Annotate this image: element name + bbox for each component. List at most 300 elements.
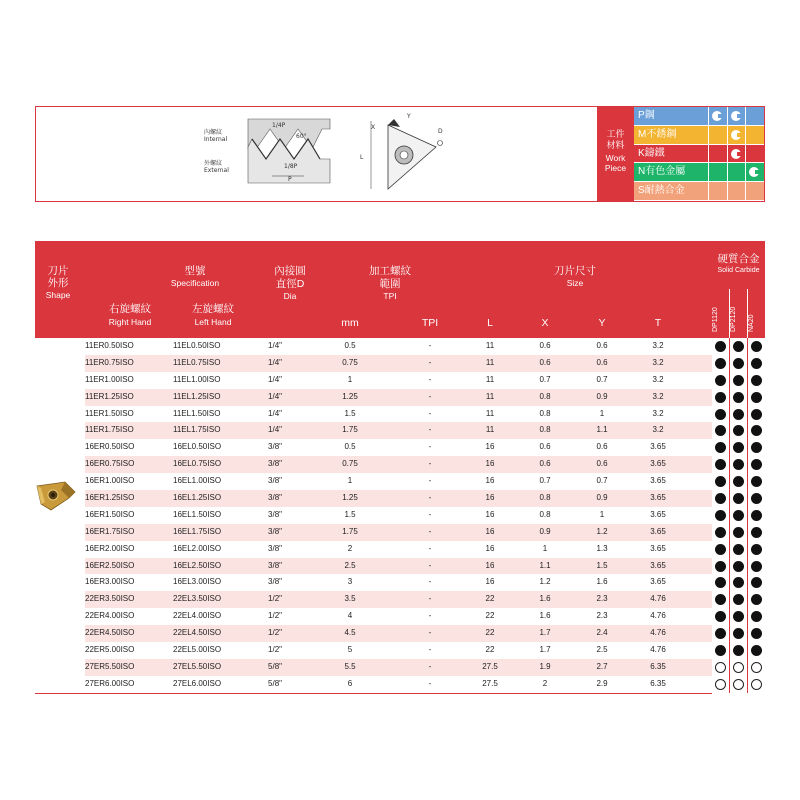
grade-cell [730,338,747,355]
available-dot-icon [733,409,744,420]
tpi-value: - [428,442,432,452]
grade-cell [748,676,765,693]
dim-quarter-p: 1/4P [272,122,286,129]
right-hand-en: Right Hand [108,317,152,327]
right-hand-code: 11ER1.00ISO [85,374,134,384]
y-value: 1 [599,408,605,418]
available-dot-icon [751,594,762,605]
table-row [85,659,712,676]
t-value: 6.35 [650,661,666,671]
available-dot-icon [715,375,726,386]
on-request-circle-icon [733,662,744,673]
t-value: 3.2 [652,425,664,435]
grade-cell [712,558,729,575]
y-value: 1.1 [596,425,608,435]
y-value: 2.3 [596,611,608,621]
right-hand-code: 11ER0.50ISO [85,341,134,350]
t-value: 3.65 [650,493,666,503]
material-row [634,182,764,201]
t-value: 3.65 [650,442,666,452]
l-value: 16 [485,577,495,587]
y-value: 0.9 [596,391,608,401]
available-dot-icon [733,611,744,622]
grade-cell [748,541,765,558]
l-value: 11 [485,425,495,435]
material-grade-cell [745,163,764,181]
mm-value: 4 [347,611,353,621]
left-hand-code: 16EL1.25ISO [173,493,222,503]
right-hand-code: 16ER1.00ISO [85,476,135,486]
t-value: 3.2 [652,408,664,418]
table-row [85,625,712,642]
grade-cell [748,490,765,507]
material-name: S耐熱合金 [634,182,708,200]
material-legend [634,107,764,201]
size-header-en: Size [566,278,584,288]
x-value: 1.7 [539,645,551,655]
grade-cell [712,659,729,676]
carbide-row [712,338,765,355]
grade-na20: NA20 [748,314,755,332]
carbide-row [712,659,765,676]
available-dot-icon [715,409,726,420]
l-value: 16 [485,476,495,486]
grade-cell [748,591,765,608]
available-dot-icon [715,392,726,403]
right-hand-code: 27ER6.00ISO [85,678,135,688]
carbide-row [712,524,765,541]
material-grade-cell [708,145,727,163]
material-grade-cell [727,182,746,200]
t-value: 3.65 [650,577,666,587]
mm-value: 5.5 [344,661,356,671]
on-request-circle-icon [715,679,726,690]
x-value: 0.6 [539,459,551,469]
available-dot-icon [715,476,726,487]
right-hand-code: 11ER1.25ISO [85,391,134,401]
grade-cell [712,473,729,490]
carbide-row [712,541,765,558]
carbide-row [712,372,765,389]
recommended-mark-icon [731,111,741,121]
table-row [85,439,712,456]
grade-cell [730,625,747,642]
x-value: 1 [542,543,548,553]
dim-y-label: Y [407,113,411,120]
carbide-grade-column [712,338,765,693]
grade-cell [712,439,729,456]
material-grade-cell [708,182,727,200]
grade-cell [712,676,729,693]
available-dot-icon [715,358,726,369]
right-hand-code: 27ER5.50ISO [85,661,135,671]
dia-value: 5/8" [268,678,282,688]
dia-value: 3/8" [268,442,282,452]
insert-hole [400,151,408,159]
t-value: 4.76 [650,611,666,621]
recommended-mark-icon [712,111,722,121]
mm-value: 0.75 [342,357,358,367]
t-value: 3.2 [652,341,664,350]
internal-thread-shape [248,119,330,149]
t-value: 4.76 [650,645,666,655]
grade-cell [712,338,729,355]
dia-header-cn-2: 直徑D [275,278,305,290]
right-hand-code: 11ER1.50ISO [85,408,134,418]
t-value: 3.65 [650,476,666,486]
y-value: 0.7 [596,374,608,384]
table-row [85,574,712,591]
carbide-row [712,439,765,456]
grade-cell [730,574,747,591]
available-dot-icon [751,392,762,403]
available-dot-icon [733,459,744,470]
right-hand-code: 16ER3.00ISO [85,577,135,587]
right-hand-code: 16ER1.25ISO [85,493,135,503]
l-value: 16 [485,509,495,519]
tpi-value: - [428,594,432,604]
internal-label-cn: 內螺紋 [204,129,223,136]
grade-cell [730,507,747,524]
x-value: 1.1 [539,560,551,570]
grade-cell [730,591,747,608]
y-value: 0.6 [596,442,608,452]
grade-cell [712,524,729,541]
right-hand-code: 16ER2.00ISO [85,543,135,553]
right-hand-code: 22ER4.50ISO [85,628,135,638]
l-value: 22 [485,628,495,638]
left-hand-code: 22EL4.50ISO [173,628,222,638]
grade-cell [748,625,765,642]
right-hand-code: 16ER2.50ISO [85,560,135,570]
y-value: 0.6 [596,357,608,367]
table-row [85,473,712,490]
dia-header-en: Dia [283,291,297,301]
y-value: 2.3 [596,594,608,604]
grade-cell [712,642,729,659]
grade-cell [730,642,747,659]
table-row [85,507,712,524]
mm-value: 2 [347,543,353,553]
y-value: 1.5 [596,560,608,570]
y-value: 1 [599,509,605,519]
available-dot-icon [751,358,762,369]
available-dot-icon [715,341,726,352]
grade-cell [730,422,747,439]
carbide-header-en: Solid Carbide [717,267,760,274]
table-row [85,541,712,558]
grade-cell [712,406,729,423]
carbide-row [712,642,765,659]
grade-cell [730,456,747,473]
tpi-value: - [428,678,432,688]
material-grade-cell [708,107,727,125]
grade-cell [712,507,729,524]
table-row [85,490,712,507]
diagram-area [36,107,596,201]
available-dot-icon [733,561,744,572]
mm-value: 3 [347,577,353,587]
left-hand-code: 11EL1.75ISO [173,425,221,435]
left-hand-code: 22EL4.00ISO [173,611,222,621]
x-value: 0.6 [539,357,551,367]
available-dot-icon [733,493,744,504]
recommended-mark-icon [731,149,741,159]
dia-value: 3/8" [268,560,282,570]
mm-value: 5 [347,645,353,655]
mm-value: 1.75 [342,425,358,435]
left-hand-cn: 左旋螺紋 [192,303,234,315]
material-row [634,107,764,126]
tpi-value: - [428,374,432,384]
t-value: 4.76 [650,628,666,638]
available-dot-icon [751,341,762,352]
grade-cell [748,659,765,676]
dia-header-cn-1: 內接圓 [274,265,306,277]
work-piece-en-1: Work [605,153,626,163]
l-value: 16 [485,560,495,570]
available-dot-icon [715,493,726,504]
tpi-value: - [428,425,432,435]
grade-cell [730,541,747,558]
dim-x-label: X [371,124,376,131]
tpi-value: - [428,493,432,503]
available-dot-icon [733,577,744,588]
l-value: 11 [485,341,495,350]
tpi-value: - [428,628,432,638]
right-hand-code: 16ER0.75ISO [85,459,135,469]
available-dot-icon [751,425,762,436]
table-row [85,676,712,693]
available-dot-icon [751,628,762,639]
x-value: 0.9 [539,526,551,536]
grade-cell [730,676,747,693]
grade-cell [712,389,729,406]
dim-angle: 60° [296,133,307,140]
l-value: 11 [485,374,495,384]
x-value: 0.8 [539,408,551,418]
mm-value: 1.5 [344,408,356,418]
t-value: 3.65 [650,459,666,469]
spec-header-cn: 型號 [184,265,206,277]
dia-value: 1/4" [268,425,282,435]
grade-cell [712,422,729,439]
dia-value: 1/2" [268,645,282,655]
tpi-value: - [428,476,432,486]
material-grade-cell [745,145,764,163]
l-value: 16 [485,493,495,503]
available-dot-icon [751,493,762,504]
t-value: 3.65 [650,560,666,570]
available-dot-icon [751,577,762,588]
right-hand-code: 16ER1.75ISO [85,526,135,536]
grade-cell [748,608,765,625]
solid-carbide-header [712,241,765,338]
spec-header-en: Specification [170,278,220,288]
mm-value: 1.5 [344,509,356,519]
y-value: 0.9 [596,493,608,503]
carbide-header-cn: 硬質合金 [717,253,760,265]
table-row [85,372,712,389]
dia-value: 5/8" [268,661,282,671]
x-value: 0.6 [539,341,551,350]
right-hand-code: 22ER5.00ISO [85,645,135,655]
left-hand-code: 16EL3.00ISO [173,577,222,587]
carbide-row [712,473,765,490]
grade-cell [730,372,747,389]
dim-p: P [288,176,292,183]
grade-cell [730,524,747,541]
available-dot-icon [733,341,744,352]
grade-cell [712,456,729,473]
left-hand-code: 11EL1.25ISO [173,391,221,401]
grade-cell [712,490,729,507]
range-header-en: TPI [383,291,397,301]
left-hand-code: 27EL6.00ISO [173,678,222,688]
external-label-en: External [204,167,229,174]
l-value: 11 [485,357,495,367]
material-grade-cell [708,163,727,181]
material-name: M不銹鋼 [634,126,708,144]
mm-value: 1.25 [342,391,358,401]
available-dot-icon [733,594,744,605]
x-value: 0.8 [539,493,551,503]
available-dot-icon [733,425,744,436]
tpi-value: - [428,543,432,553]
grade-cell [730,406,747,423]
left-hand-code: 16EL0.50ISO [173,442,222,452]
t-value: 3.2 [652,391,664,401]
grade-cell [712,355,729,372]
table-row [85,338,712,355]
left-hand-code: 16EL2.00ISO [173,543,222,553]
carbide-row [712,490,765,507]
material-grade-cell [727,126,746,144]
available-dot-icon [733,527,744,538]
left-hand-en: Left Hand [194,317,232,327]
available-dot-icon [733,544,744,555]
available-dot-icon [751,409,762,420]
l-value: 22 [485,611,495,621]
mm-value: 0.75 [342,459,358,469]
carbide-row [712,507,765,524]
t-value: 3.2 [652,374,664,384]
table-row [85,608,712,625]
range-header-cn-2: 範圍 [379,278,401,290]
range-header-cn-1: 加工螺紋 [369,265,411,277]
available-dot-icon [715,611,726,622]
available-dot-icon [751,645,762,656]
x-value: 0.8 [539,425,551,435]
material-grade-cell [745,107,764,125]
work-piece-cn-2: 材料 [606,140,625,150]
grade-cell [748,456,765,473]
grade-cell [730,355,747,372]
grade-cell [730,473,747,490]
col-mm: mm [341,317,359,329]
grade-cell [712,574,729,591]
tpi-value: - [428,560,432,570]
l-value: 22 [485,645,495,655]
l-value: 16 [485,442,495,452]
available-dot-icon [751,442,762,453]
material-grade-cell [727,107,746,125]
l-value: 16 [485,459,495,469]
available-dot-icon [733,392,744,403]
mm-value: 6 [347,678,353,688]
y-value: 1.2 [596,526,608,536]
grade-cell [748,642,765,659]
tpi-value: - [428,357,432,367]
on-request-circle-icon [733,679,744,690]
x-value: 0.8 [539,509,551,519]
available-dot-icon [751,459,762,470]
available-dot-icon [733,375,744,386]
material-grade-cell [745,182,764,200]
available-dot-icon [751,611,762,622]
mm-value: 1.75 [342,526,358,536]
t-value: 3.65 [650,543,666,553]
work-piece-label [597,107,634,201]
dia-value: 1/4" [268,391,282,401]
grade-cell [730,659,747,676]
table-row [85,591,712,608]
left-hand-code: 16EL1.50ISO [173,509,222,519]
t-value: 4.76 [650,594,666,604]
material-name: P鋼 [634,107,708,125]
table-row [85,642,712,659]
t-value: 3.65 [650,526,666,536]
grade-cell [748,406,765,423]
dim-eighth-p: 1/8P [284,163,298,170]
left-hand-code: 16EL1.00ISO [173,476,222,486]
tpi-value: - [428,408,432,418]
dia-value: 1/4" [268,408,282,418]
dia-value: 1/4" [268,374,282,384]
recommended-mark-icon [731,130,741,140]
external-label-cn: 外螺紋 [204,160,223,167]
available-dot-icon [715,527,726,538]
col-x: X [541,317,549,329]
grade-cell [712,591,729,608]
x-value: 1.6 [539,594,551,604]
table-row [85,389,712,406]
y-value: 2.9 [596,678,608,688]
work-piece-en-2: Piece [604,163,627,173]
mm-value: 1 [347,374,353,384]
grade-cell [748,355,765,372]
dia-value: 3/8" [268,526,282,536]
material-row [634,145,764,164]
left-hand-code: 11EL1.00ISO [173,374,221,384]
l-value: 22 [485,594,495,604]
dia-value: 1/2" [268,628,282,638]
l-value: 27.5 [482,678,498,688]
available-dot-icon [751,476,762,487]
y-value: 0.6 [596,459,608,469]
tpi-value: - [428,341,432,350]
available-dot-icon [715,442,726,453]
dia-value: 1/2" [268,594,282,604]
carbide-row [712,574,765,591]
y-value: 0.7 [596,476,608,486]
material-row [634,163,764,182]
right-hand-code: 16ER1.50ISO [85,509,135,519]
left-hand-code: 16EL0.75ISO [173,459,222,469]
right-hand-code: 22ER3.50ISO [85,594,135,604]
x-value: 2 [542,678,548,688]
grade-cell [730,608,747,625]
